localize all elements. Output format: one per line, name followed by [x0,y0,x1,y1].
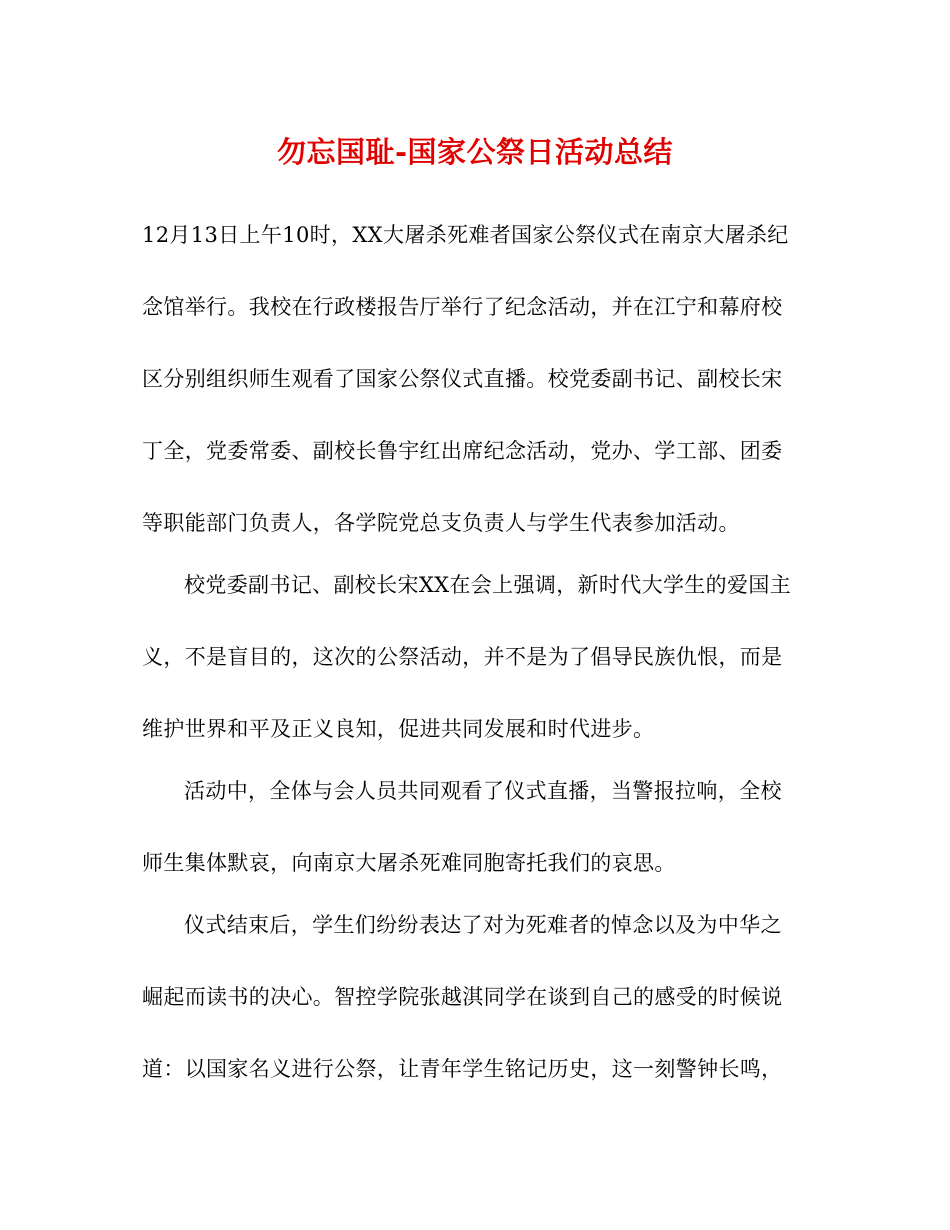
paragraph-4-line-1: 仪式结束后，学生们纷纷表达了对为死难者的悼念以及为中华之 [184,913,782,937]
paragraph-1-line-3: 区分别组织师生观看了国家公祭仪式直播。校党委副书记、副校长宋 [142,367,783,391]
paragraph-1-line-5: 等职能部门负责人，各学院党总支负责人与学生代表参加活动。 [142,511,740,535]
paragraph-2-line-2: 义，不是盲目的，这次的公祭活动，并不是为了倡导民族仇恨，而是 [142,645,783,669]
paragraph-2-line-1: 校党委副书记、副校长宋XX在会上强调，新时代大学生的爱国主 [184,573,792,597]
paragraph-4-line-3: 道：以国家名义进行公祭，让青年学生铭记历史，这一刻警钟长鸣， [142,1057,783,1081]
paragraph-1-line-2: 念馆举行。我校在行政楼报告厅举行了纪念活动，并在江宁和幕府校 [142,295,783,319]
document-title: 勿忘国耻-国家公祭日活动总结 [276,135,674,169]
paragraph-3-line-1: 活动中，全体与会人员共同观看了仪式直播，当警报拉响，全校 [184,779,782,803]
paragraph-1-line-1: 12月13日上午10时，XX大屠杀死难者国家公祭仪式在南京大屠杀纪 [142,223,789,247]
paragraph-2-line-3: 维护世界和平及正义良知，促进共同发展和时代进步。 [142,717,655,741]
paragraph-3-line-2: 师生集体默哀，向南京大屠杀死难同胞寄托我们的哀思。 [142,851,676,875]
paragraph-4-line-2: 崛起而读书的决心。智控学院张越淇同学在谈到自己的感受的时候说 [142,985,783,1009]
paragraph-1-line-4: 丁全，党委常委、副校长鲁宇红出席纪念活动，党办、学工部、团委 [142,439,783,463]
